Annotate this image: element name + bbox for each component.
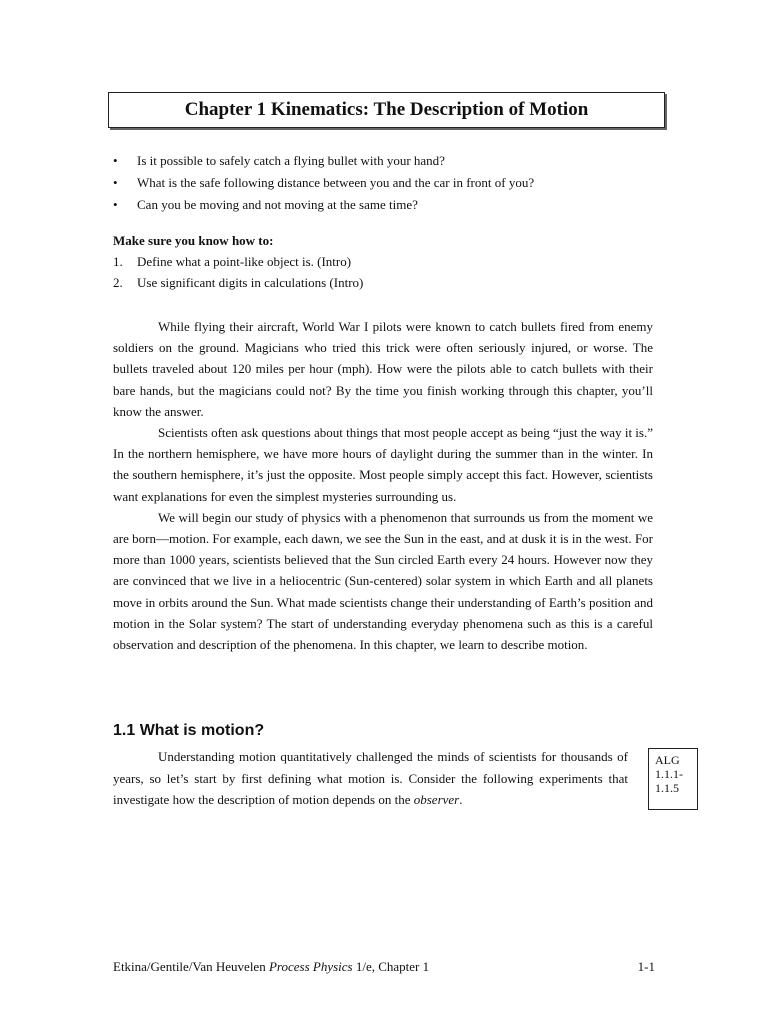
question-text: Can you be moving and not moving at the same time? — [137, 197, 418, 212]
emphasis-term: observer — [413, 792, 460, 807]
bullet-icon: • — [113, 153, 118, 168]
paragraph-text: Understanding motion quantitatively challenged the minds of scientists for thousands of years, so let’s start by first defining what motion is. Consider the following experiments that investigate how the description of motion depends on the — [113, 749, 628, 807]
item-text: Define what a point-like object is. (Intro) — [137, 254, 352, 269]
item-text: Use significant digits in calculations (Intro) — [137, 275, 364, 290]
question-list — [113, 150, 673, 216]
paragraph: We will begin our study of physics with a phenomenon that surrounds us from the moment we are born—motion. For example, each dawn, we see the Sun in the east, and at dusk it is in the west. For more than 1000 years, scientists believed that the Sun circled Earth every 24 hours. However now they are convinced that we live in a heliocentric (Sun-centered) solar system in which Earth and all planets move in orbits around the Sun. What made scientists change their understanding of Earth’s position and motion in the Solar system? The start of understanding everyday phenomena such as this is a careful observation and description of the phenomena. In this chapter, we learn to describe motion. — [113, 509, 653, 653]
footer-edition: 1/e, Chapter 1 — [352, 959, 430, 974]
page-number: 1-1 — [637, 959, 655, 974]
list-item — [113, 150, 673, 172]
item-number: 1. — [113, 254, 123, 269]
section-heading: 1.1 What is motion? — [113, 722, 265, 739]
question-text: What is the safe following distance between you and the car in front of you? — [137, 175, 535, 190]
alg-range-end: 1.1.5 — [655, 781, 679, 795]
chapter-title: Chapter 1 Kinematics: The Description of Motion — [108, 92, 665, 128]
question-text: Is it possible to safely catch a flying bullet with your hand? — [137, 153, 445, 168]
know-how-heading: Make sure you know how to: — [113, 233, 274, 248]
footer-citation — [113, 959, 429, 975]
footer-authors: Etkina/Gentile/Van Heuvelen — [113, 959, 269, 974]
paragraph-end: . — [459, 792, 463, 807]
item-number: 2. — [113, 275, 123, 290]
page-footer — [113, 959, 655, 975]
alg-label: ALG — [655, 753, 680, 767]
know-how-list — [113, 251, 363, 293]
alg-reference-box — [648, 748, 698, 810]
list-item — [113, 251, 363, 272]
bullet-icon: • — [113, 197, 118, 212]
alg-range-start: 1.1.1- — [655, 767, 683, 781]
list-item — [113, 194, 673, 216]
footer-book-title: Process Physics — [268, 959, 353, 974]
paragraph — [113, 746, 628, 811]
intro-body — [113, 316, 653, 655]
section-body — [113, 746, 628, 811]
bullet-icon: • — [113, 175, 118, 190]
list-item — [113, 272, 363, 293]
paragraph: Scientists often ask questions about things that most people accept as being “just the way it is.” In the northern hemisphere, we have more hours of daylight during the summer than in the winter. In the southern hemisphere, it’s just the opposite. Most people simply accept this fact. However, scientists want explanations for even the simplest mysteries surrounding us. — [113, 425, 653, 504]
paragraph: While flying their aircraft, World War I pilots were known to catch bullets fired from enemy soldiers on the ground. Magicians who tried this trick were often seriously injured, or worse. The bullets traveled about 120 miles per hour (mph). How were the pilots able to catch bullets with their bare hands, but the magicians could not? By the time you finish working through this chapter, you’ll know the answer. — [113, 319, 653, 419]
list-item — [113, 172, 673, 194]
